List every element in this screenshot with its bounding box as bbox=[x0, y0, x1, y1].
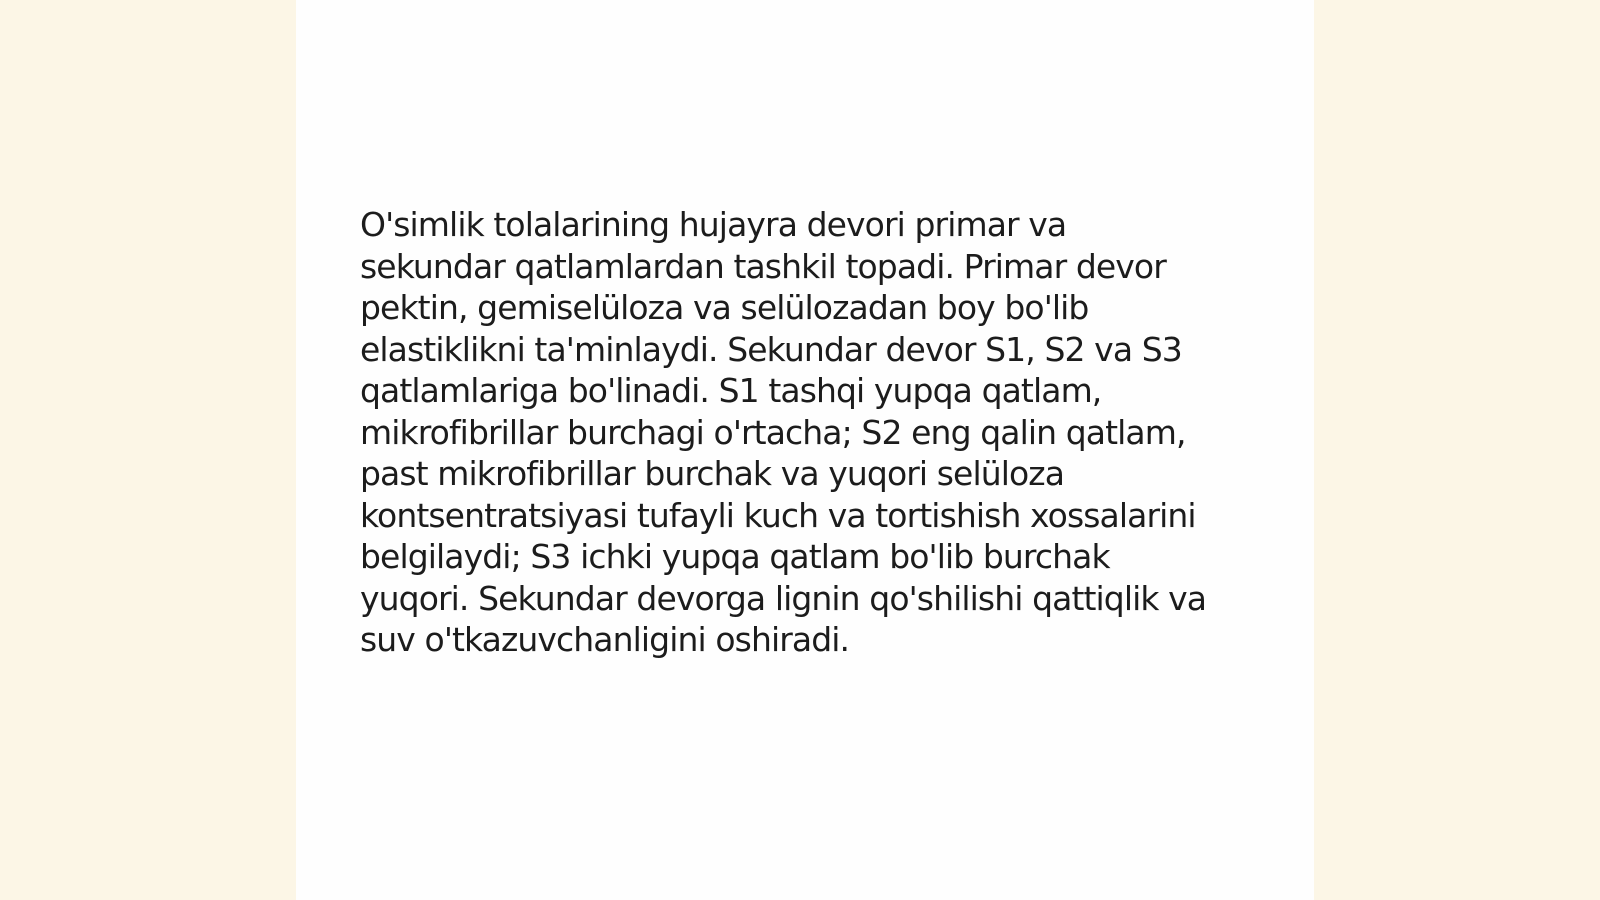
left-margin-panel bbox=[0, 0, 296, 900]
body-paragraph: O'simlik tolalarining hujayra devori primar va sekundar qatlamlardan tashkil topadi. Primar devor pektin, gemiselüloza va selülozadan boy bo'lib elastiklikni ta'minlaydi. Sekundar devor S1, S2 va S3 qatlamlariga bo'linadi. S1 tashqi yupqa qatlam, mikrofibrillar burchagi o'rtacha; S2 eng qalin qatlam, past mikrofibrillar burchak va yuqori selüloza kontsentratsiyasi tufayli kuch va tortishish xossalarini belgilaydi; S3 ichki yupqa qatlam bo'lib burchak yuqori. Sekundar devorga lignin qo'shilishi qattiqlik va suv o'tkazuvchanligini oshiradi. bbox=[360, 205, 1207, 659]
document-page bbox=[296, 0, 1314, 900]
right-margin-panel bbox=[1314, 0, 1600, 900]
